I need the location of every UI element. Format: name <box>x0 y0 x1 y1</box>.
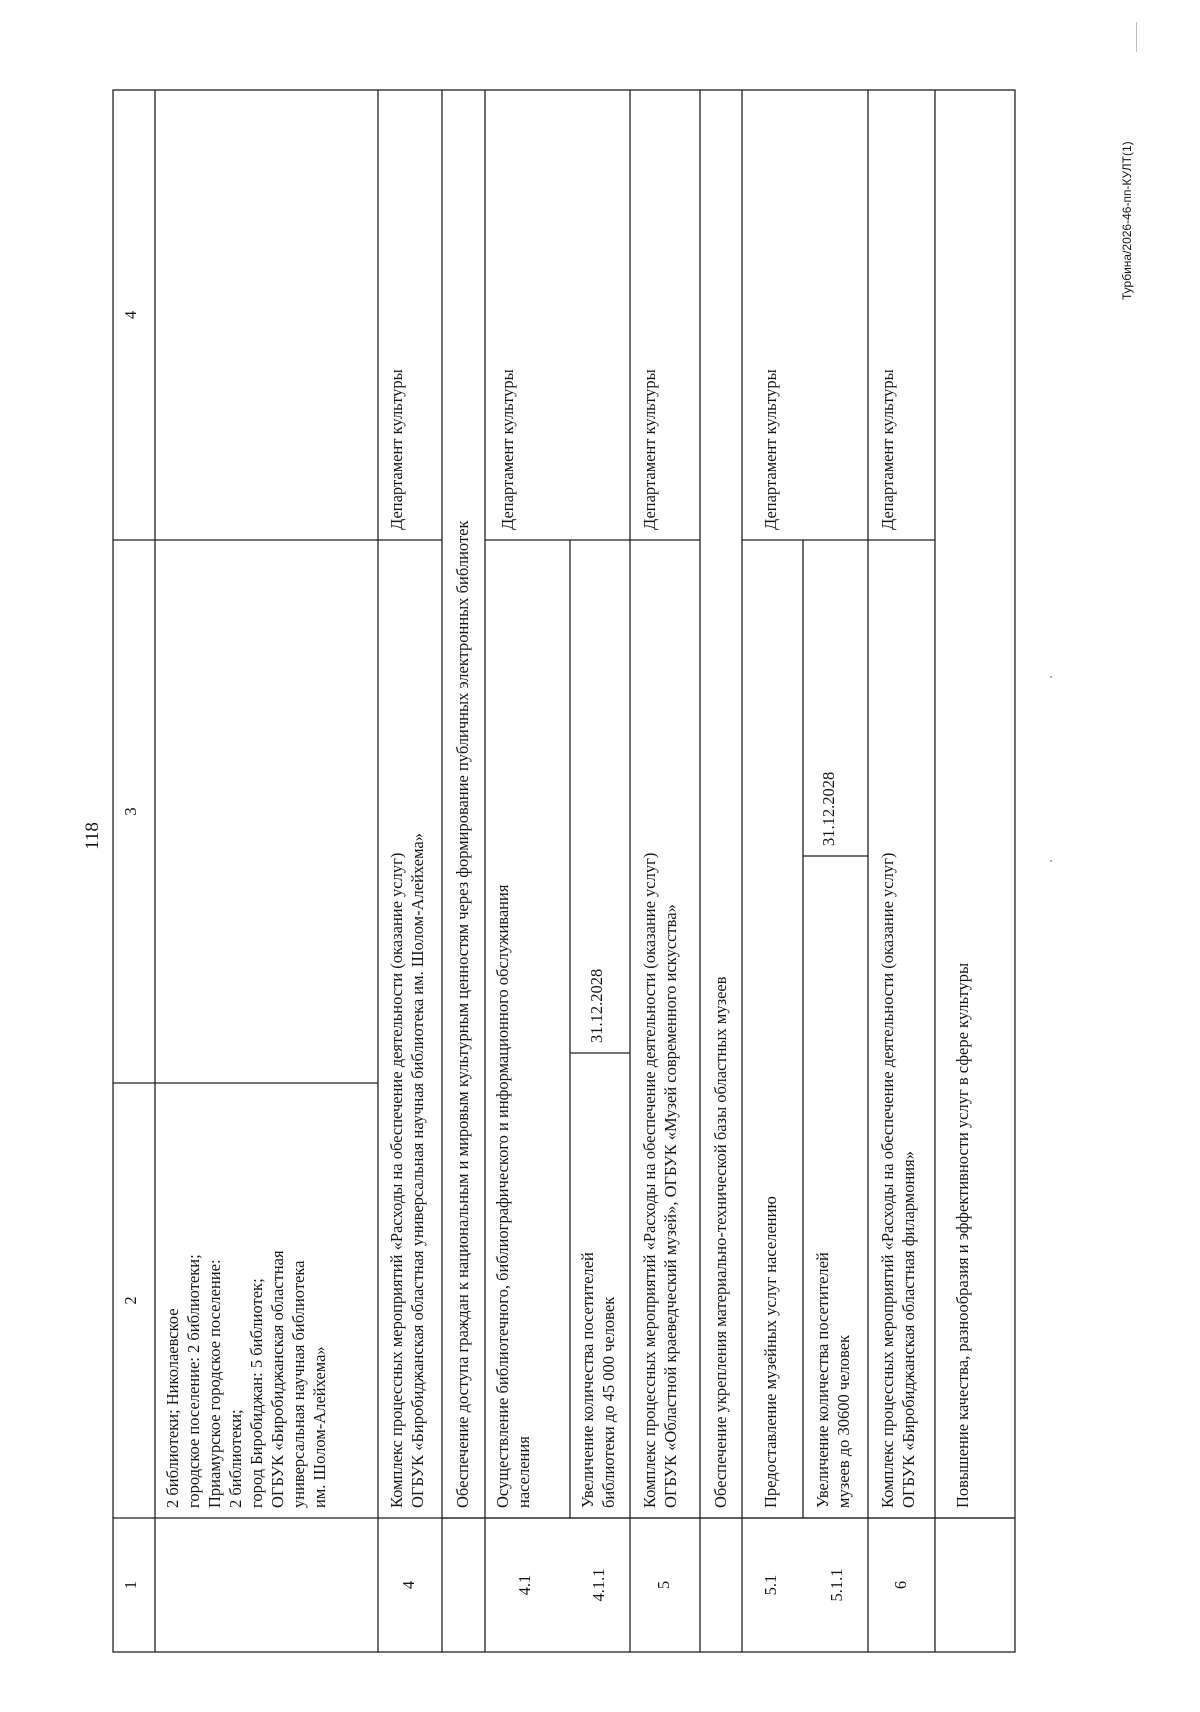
row-4-content <box>386 540 434 1518</box>
row-5-1-responsible: Департамент культуры <box>761 369 780 530</box>
text-line: ОГБУК «Биробиджанская областная филармония» <box>899 1151 918 1508</box>
row-number-4-1-1: 4.1.1 <box>589 1568 608 1602</box>
text-line: населения <box>514 1436 533 1508</box>
row-4-1-1-content <box>577 1053 625 1518</box>
text-line: библиотеки до 45 000 человек <box>599 1296 618 1508</box>
text-line: ОГБУК «Биробиджанская областная универсальная научная библиотека им. Шолом-Алейхема» <box>408 833 427 1508</box>
document-code: Турбина/2026-46-пп-КУЛТ(1) <box>1120 141 1134 300</box>
row-number-5-1: 5.1 <box>761 1574 780 1596</box>
text-line: Приамурское городское поселение: <box>205 1259 224 1508</box>
text-line: Комплекс процессных мероприятий «Расходы на обеспечение деятельности (оказание услуг) <box>640 852 659 1508</box>
section-title: Обеспечение доступа граждан к национальным и мировым культурным ценностям через формирование публичных электронных библиотек <box>453 520 472 1508</box>
header-col-2: 2 <box>121 1296 140 1305</box>
row-6-content <box>877 540 925 1518</box>
text-line: Осуществление библиотечного, библиографического и информационного обслуживания <box>493 884 512 1508</box>
text-line: Комплекс процессных мероприятий «Расходы на обеспечение деятельности (оказание услуг) <box>387 852 406 1508</box>
header-col-3: 3 <box>121 807 140 816</box>
row-5-1-1-content <box>812 856 860 1518</box>
row-4-1-content <box>492 540 562 1518</box>
page-number: 118 <box>82 822 103 850</box>
section-title: Повышение качества, разнообразия и эффективности услуг в сфере культуры <box>953 962 972 1508</box>
row-4-responsible: Департамент культуры <box>387 369 406 530</box>
row-number-4-1: 4.1 <box>515 1574 534 1596</box>
text-line: Увеличение количества посетителей <box>813 1252 832 1508</box>
text-line: универсальная научная библиотека <box>289 1260 308 1508</box>
row-number-6: 6 <box>891 1580 910 1590</box>
row-5-responsible: Департамент культуры <box>640 369 659 530</box>
text-line: Комплекс процессных мероприятий «Расходы на обеспечение деятельности (оказание услуг) <box>878 852 897 1508</box>
text-line: город Биробиджан: 5 библиотек; <box>247 1278 266 1508</box>
text-line: 2 библиотеки; Николаевское <box>163 1308 182 1508</box>
row-4-1-1-date: 31.12.2028 <box>587 968 606 1043</box>
row-number-4: 4 <box>399 1580 418 1590</box>
section-title: Обеспечение укрепления материально-технической базы областных музеев <box>711 976 730 1508</box>
text-line: ОГБУК «Биробиджанская областная <box>268 1250 287 1508</box>
header-col-4: 4 <box>121 310 140 320</box>
row-5-content <box>639 540 687 1518</box>
text-line: им. Шолом-Алейхема» <box>310 1346 329 1508</box>
text-line: городское поселение: 2 библиотеки; <box>184 1254 203 1508</box>
text-line: ОГБУК «Областной краеведческий музей», ОГБУК «Музей современного искусства» <box>661 904 680 1508</box>
header-col-1: 1 <box>121 1580 140 1590</box>
text-line: 2 библиотеки; <box>226 1409 245 1508</box>
text-line: Увеличение количества посетителей <box>578 1252 597 1508</box>
row-number-5-1-1: 5.1.1 <box>827 1568 846 1602</box>
row-6-responsible: Департамент культуры <box>878 369 897 530</box>
row-number-5: 5 <box>654 1580 673 1590</box>
continuation-cell <box>162 1083 376 1518</box>
text-line: музеев до 30600 человек <box>834 1334 853 1508</box>
row-5-1-1-date: 31.12.2028 <box>819 771 838 846</box>
row-4-1-responsible: Департамент культуры <box>498 369 517 530</box>
row-5-1-content: Предоставление музейных услуг населению <box>761 1196 780 1508</box>
